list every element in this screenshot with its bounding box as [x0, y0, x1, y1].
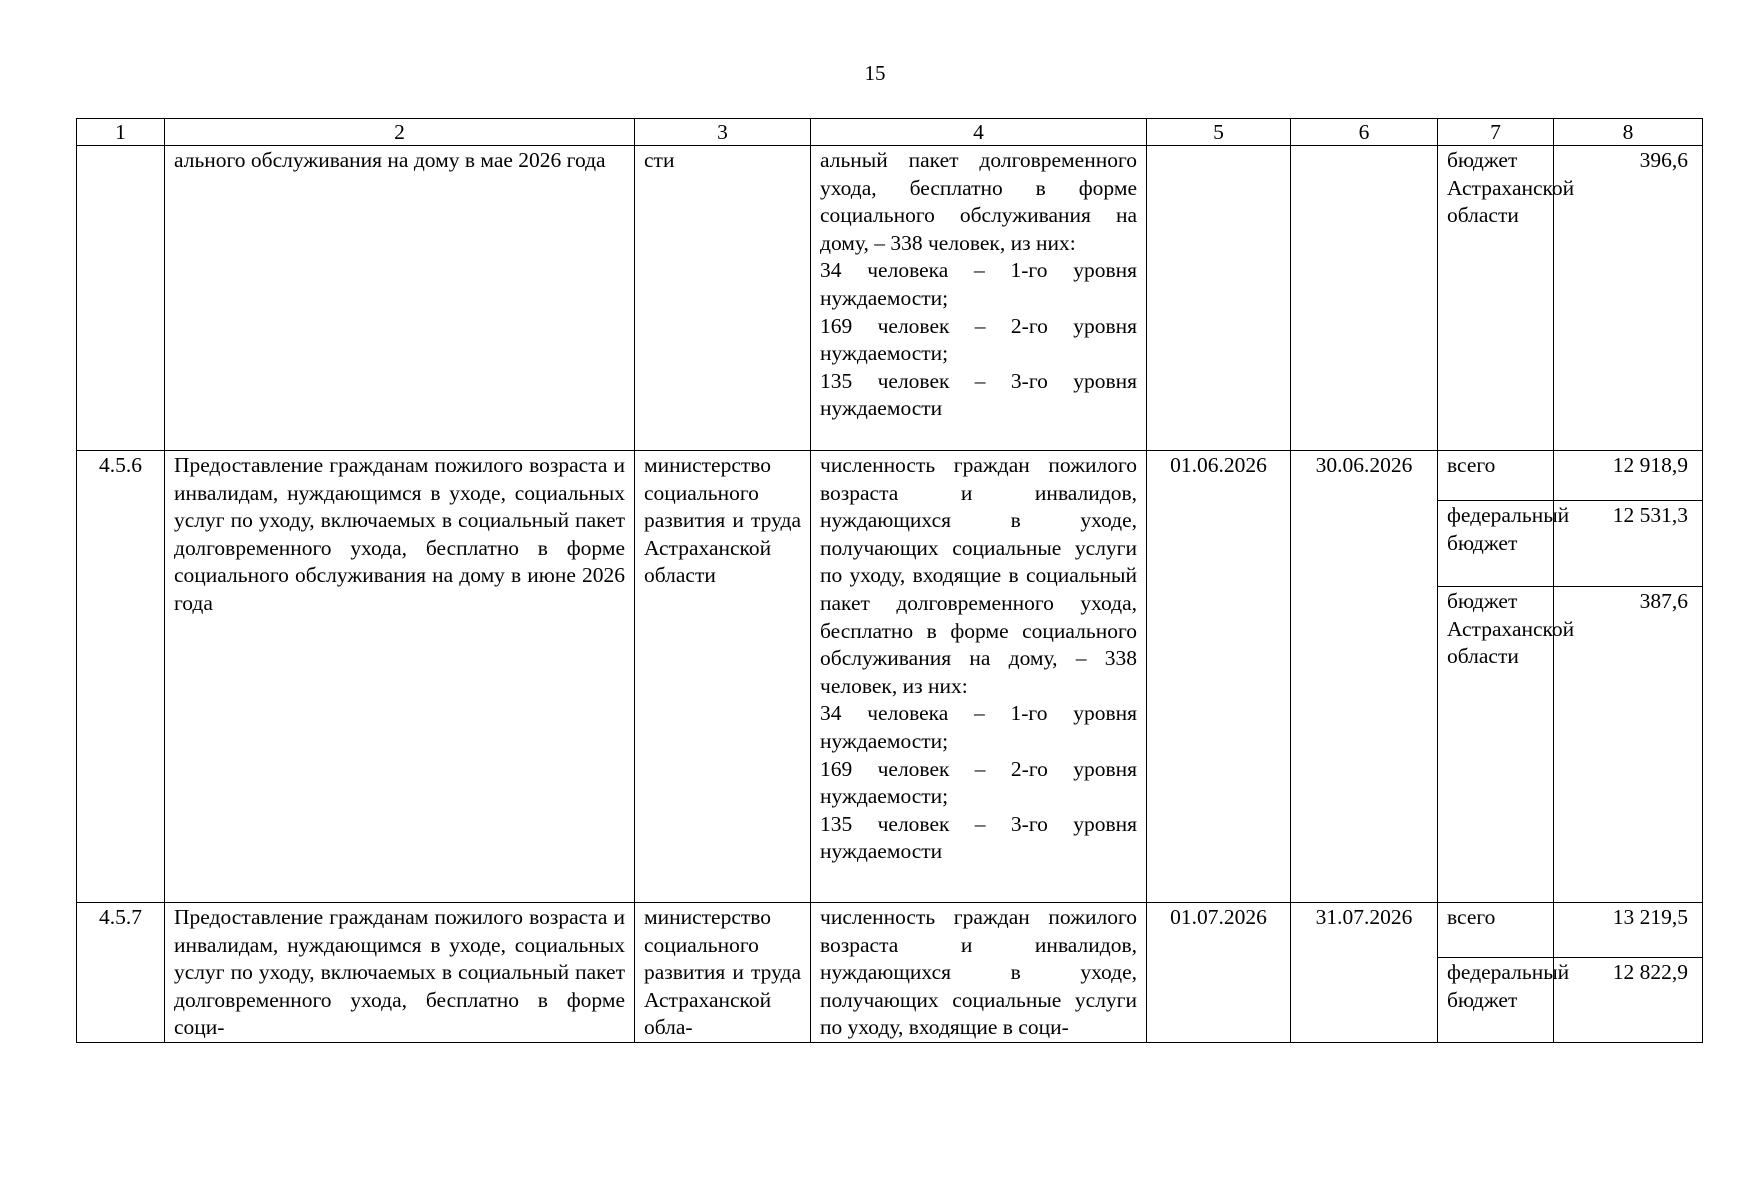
- header-col-8: 8: [1554, 119, 1703, 146]
- page-number: 15: [864, 61, 886, 85]
- funding-source: бюджет Астраханской области: [1438, 587, 1554, 903]
- row-number: [77, 146, 165, 451]
- funding-amount: 387,6: [1554, 587, 1703, 903]
- executor: министерство социального развития и труда Астраханской области: [635, 451, 811, 903]
- funding-amount: 396,6: [1554, 146, 1703, 451]
- row-number: 4.5.6: [77, 451, 165, 903]
- end-date: [1291, 146, 1438, 451]
- indicator: [811, 146, 1147, 451]
- row-number: 4.5.7: [77, 903, 165, 1043]
- table-row: [77, 903, 1703, 958]
- header-col-4: 4: [811, 119, 1147, 146]
- funding-source: федеральный бюджет: [1438, 501, 1554, 587]
- measure-description: ального обслуживания на дому в мае 2026 года: [165, 146, 635, 451]
- indicator-level-2: 169 человек – 2-го уровня нуждаемости;: [820, 756, 1137, 809]
- indicator-level-1: 34 человека – 1-го уровня нуждаемости;: [820, 258, 1137, 310]
- header-col-7: 7: [1438, 119, 1554, 146]
- measure-description: Предоставление гражданам пожилого возраста и инвалидам, нуждающимся в уходе, социальных услуг по уходу, включаемых в социальный пакет долговременного ухода, бесплатно в форме соци-: [165, 903, 635, 1043]
- header-col-2: 2: [165, 119, 635, 146]
- executor: министерство социального развития и труда Астраханской обла-: [635, 903, 811, 1043]
- header-col-5: 5: [1147, 119, 1291, 146]
- funding-amount: 12 531,3: [1554, 501, 1703, 587]
- table-row: [77, 451, 1703, 501]
- funding-source: всего: [1438, 451, 1554, 501]
- indicator-text: численность граждан пожилого возраста и инвалидов, нуждающихся в уходе, получающих социальные услуги по уходу, входящие в социальный пакет долговременного ухода, бесплатно в форме социального обслуживания на дому, – 338 человек, из них:: [820, 453, 1137, 698]
- indicator-level-2: 169 человек – 2-го уровня нуждаемости;: [820, 313, 1137, 366]
- indicator: численность граждан пожилого возраста и инвалидов, нуждающихся в уходе, получающих социальные услуги по уходу, входящие в соци-: [811, 903, 1147, 1043]
- funding-amount: 12 822,9: [1554, 958, 1703, 1043]
- executor: сти: [635, 146, 811, 451]
- indicator-text: альный пакет долговременного ухода, бесплатно в форме социального обслуживания на дому, – 338 человек, из них:: [820, 148, 1137, 255]
- table-row: [77, 146, 1703, 451]
- end-date: 31.07.2026: [1291, 903, 1438, 1043]
- header-row: [77, 119, 1703, 146]
- indicator-level-1: 34 человека – 1-го уровня нуждаемости;: [820, 701, 1137, 753]
- funding-source: бюджет Астраханской области: [1438, 146, 1554, 451]
- header-col-3: 3: [635, 119, 811, 146]
- header-col-1: 1: [77, 119, 165, 146]
- indicator: [811, 451, 1147, 903]
- indicator-level-3: 135 человек – 3-го уровня нуждаемости: [820, 368, 1137, 421]
- start-date: [1147, 146, 1291, 451]
- indicator-level-3: 135 человек – 3-го уровня нуждаемости: [820, 811, 1137, 864]
- end-date: 30.06.2026: [1291, 451, 1438, 903]
- header-col-6: 6: [1291, 119, 1438, 146]
- start-date: 01.06.2026: [1147, 451, 1291, 903]
- funding-amount: 13 219,5: [1554, 903, 1703, 958]
- measure-description: Предоставление гражданам пожилого возраста и инвалидам, нуждающимся в уходе, социальных услуг по уходу, включаемых в социальный пакет долговременного ухода, бесплатно в форме социального обслуживания на дому в июне 2026 года: [165, 451, 635, 903]
- funding-amount: 12 918,9: [1554, 451, 1703, 501]
- start-date: 01.07.2026: [1147, 903, 1291, 1043]
- funding-source: всего: [1438, 903, 1554, 958]
- measures-table: [76, 118, 1703, 1043]
- funding-source: федеральный бюджет: [1438, 958, 1554, 1043]
